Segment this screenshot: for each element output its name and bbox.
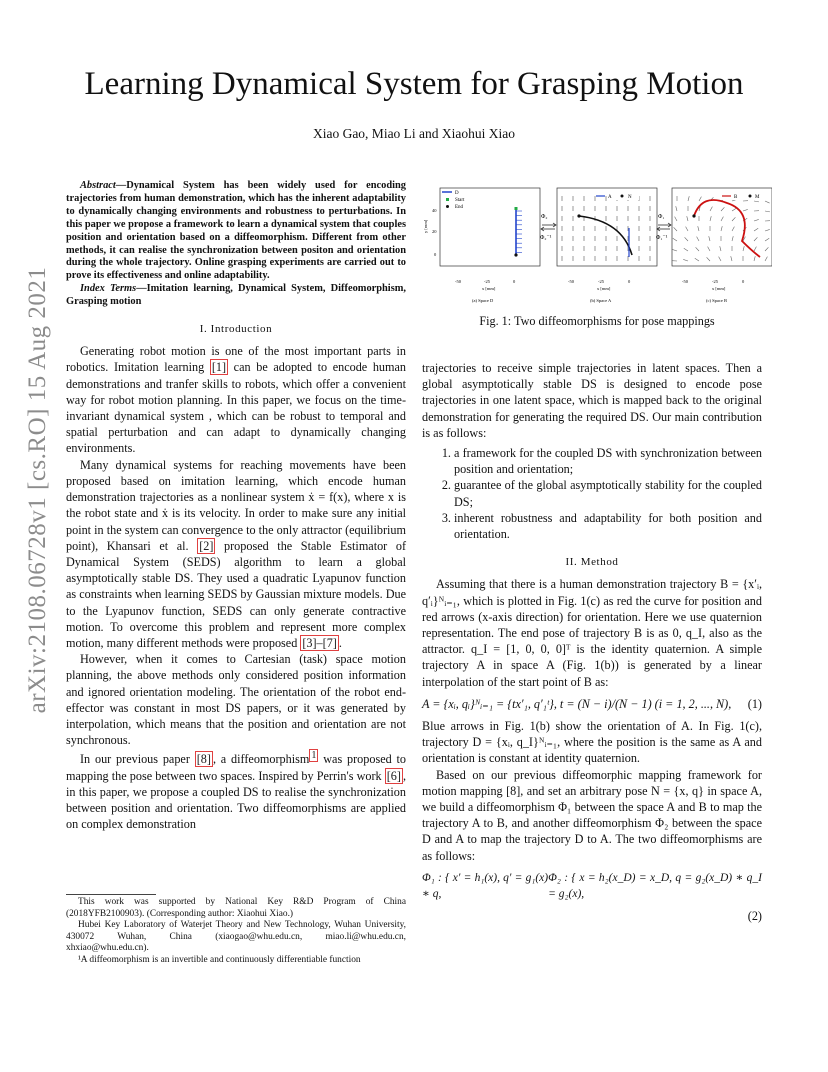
legend-label: Start — [455, 198, 465, 203]
y-axis-label: y [mm] — [423, 219, 428, 233]
field-arrow — [719, 257, 721, 261]
legend-label: B — [734, 195, 738, 200]
field-arrow — [695, 258, 699, 261]
intro-paragraph-2 — [66, 457, 406, 651]
footnote-diffeomorphism: ¹A diffeomorphism is an invertible and continuously differentiable function — [78, 954, 361, 965]
footnotes — [66, 897, 406, 967]
equation-2-number: (2) — [747, 909, 762, 924]
field-arrow — [697, 237, 699, 241]
x-tick-label: -25 — [712, 279, 718, 284]
panel-space-d — [423, 188, 540, 303]
section-title-method: II. Method — [565, 556, 619, 569]
x-tick-label: -50 — [568, 279, 574, 284]
intro-paragraph-3: However, when it comes to Cartesian (task) space motion planning, the above methods only considered position information and ignored orientation modeling. The orientation of the robot end-effector was constant in most DS papers, or it was generated by interpolation, which means that the position and orientation are not synchronous. — [66, 652, 406, 748]
equation-number: (1) — [747, 696, 762, 711]
field-arrow — [732, 217, 735, 221]
phi2-inverse-label: Φ₂⁻¹ — [540, 235, 552, 241]
equation-1 — [422, 696, 762, 712]
affiliation-note: Hubei Key Laboratory of Waterjet Theory and New Technology, Wuhan University, 430072 Wuhan, China (xiaogao@whu.edu.cn, miao.li@whu.edu.cn, xhxiao@whu.edu.cn). — [66, 920, 406, 954]
field-arrow — [683, 259, 688, 261]
intro-p4-text-d: , in this paper, we propose a coupled DS to realise the synchronization between position and orientation. Two diffeomorphisms are applied on complex demonstration — [66, 768, 406, 832]
citation-link[interactable]: [1] — [211, 360, 227, 375]
citation-link[interactable]: [6] — [386, 768, 401, 783]
field-arrow — [710, 207, 712, 211]
orientation-field-b — [672, 196, 770, 261]
subfigure-caption-b: (b) Space A — [590, 298, 612, 303]
field-arrow — [696, 247, 699, 251]
field-arrow — [709, 236, 710, 241]
paper-authors: Xiao Gao, Miao Li and Xiaohui Xiao — [312, 126, 516, 141]
method-paragraph-1: Assuming that there is a human demonstration trajectory B = {x′ᵢ, q′ᵢ}ᴺᵢ₌₁, which is plotted in Fig. 1(c) as red the curve for position and red arrows (x-axis direction) for orientation. Here we use quaternion representation. The end pose of trajectory B is as 0, q_I, also as the attractor. q_I = [1, 0, 0, 0]ᵀ is the identity quaternion. A simple trajectory A in space A (Fig. 1(b)) is generated by a linear interpolation of the start point of B as: — [422, 577, 762, 689]
y-tick-label: 40 — [432, 208, 437, 213]
field-arrow — [754, 228, 758, 231]
x-tick-label: 0 — [513, 279, 516, 284]
intro-p2-text-b: proposed the Stable Estimator of Dynamical System (SEDS) algorithm to learn a global asymptotically stable DS. They used a quadratic Lyapunov function as constraints when learning SEDS by Gaussian mixture models. Due to the Lyapunov function, SEDS can only generate contractive motion. To overcome this problem and represent more complex motion, many different methods were proposed — [66, 538, 406, 650]
x-tick-label: -25 — [484, 279, 490, 284]
equation-2-phi2: Φ₂ : { x = h₂(x_D) = x_D, q = g₂(x_D) ∗ q_I = g₂(x), — [548, 871, 762, 901]
arxiv-id: arXiv:2108.06728v1 [cs.RO] 15 Aug 2021 — [24, 266, 51, 714]
citation-link[interactable]: [2] — [199, 538, 214, 553]
field-arrow — [721, 217, 723, 221]
phi2-label: Φ₂ — [541, 214, 548, 220]
panel-space-b — [672, 188, 772, 303]
x-axis-label: x [mm] — [482, 286, 496, 291]
field-arrow — [684, 248, 688, 251]
field-arrow — [721, 207, 724, 211]
intro-p2-text-c: . — [338, 635, 342, 650]
left-column — [66, 180, 406, 832]
field-arrow — [765, 201, 770, 203]
field-arrow — [708, 247, 710, 251]
field-arrow — [732, 227, 734, 231]
phi1-label: Φ₁ — [658, 214, 665, 220]
phi1-inverse-label: Φ₁⁻¹ — [656, 235, 668, 241]
abstract-label: Abstract — [80, 180, 116, 191]
index-terms — [66, 283, 406, 309]
section-title-introduction: I. Introduction — [199, 323, 273, 336]
start-marker — [692, 214, 695, 217]
arxiv-watermark — [18, 266, 58, 714]
field-arrow — [698, 226, 699, 231]
index-terms-label: Index Terms — [80, 283, 137, 295]
field-arrow — [765, 257, 767, 261]
legend-label: End — [455, 205, 464, 210]
field-arrow — [732, 236, 733, 241]
subfigure-caption-a: (a) Space D — [472, 298, 494, 303]
trajectory-a — [579, 216, 632, 255]
method-paragraph-2: Blue arrows in Fig. 1(b) show the orientation of A. In Fig. 1(c), trajectory D = {xᵢ, q_I}ᴺᵢ₌₁, where the position is the same as A and orientation is constant at identity quaternion. — [422, 719, 762, 766]
subfigure-caption-c: (c) Space B — [706, 298, 727, 303]
start-marker — [515, 207, 518, 210]
intro-continuation: trajectories to receive simple trajectories in latent spaces. Then a global asymptotically stable DS is designed to encode pose trajectories in one latent space, which is mapped back to the original demonstration for generating the required DS. Our main contribution is as follows: — [422, 361, 762, 440]
citation-link[interactable]: [8] — [196, 752, 211, 767]
footnote-rule — [66, 894, 156, 895]
equation-2-phi1: Φ₁ : { x′ = h₁(x), q′ = g₁(x) ∗ q, — [422, 871, 549, 901]
legend-marker-n — [621, 195, 624, 198]
x-tick-label: -50 — [682, 279, 688, 284]
intro-paragraph-4 — [66, 748, 406, 832]
end-marker — [514, 253, 517, 256]
x-tick-label: 0 — [628, 279, 631, 284]
mapping-phi2 — [540, 214, 556, 241]
right-column — [422, 360, 762, 925]
index-terms-text: —Imitation learning, Dynamical System, Diffeomorphism, Grasping motion — [66, 283, 406, 308]
start-marker — [577, 214, 580, 217]
field-arrow — [699, 197, 701, 201]
orientation-arrows-d — [516, 211, 522, 252]
funding-note: This work was supported by National Key R&D Program of China (2018YFB2100903). (Corresponding author: Xiaohui Xiao.) — [66, 897, 406, 919]
y-tick-label: 20 — [432, 229, 437, 234]
list-item: 2. guarantee of the global asymptotically stability for the coupled DS; — [454, 477, 762, 509]
field-arrow — [672, 249, 677, 251]
figure-1 — [422, 183, 772, 308]
y-tick-label: 0 — [434, 252, 437, 257]
intro-paragraph-1 — [66, 343, 406, 456]
legend-marker-m — [749, 195, 752, 198]
x-tick-label: -50 — [455, 279, 461, 284]
field-arrow — [743, 246, 744, 251]
method-paragraph-3: Based on our previous diffeomorphic mapping framework for motion mapping [8], and set an arbitrary pose N = {x, q} in space A, we build a diffeomorphism Φ₁ between the space A and B to map the trajectory A to B, and another diffeomorphism Φ₂ between the space D and A to map the trajectory D to A. The two diffeomorphisms are as follows: — [422, 767, 762, 863]
field-arrow — [731, 256, 732, 261]
field-arrow — [673, 238, 677, 241]
field-arrow — [686, 227, 688, 231]
field-arrow — [743, 209, 748, 211]
orientation-field-a — [562, 196, 650, 261]
intro-p4-text-c: was proposed to mapping the pose between two spaces. Inspired by Perrin's work — [66, 752, 406, 783]
intro-p1-text-b: can be adopted to encode human demonstrations and tranfer skills to robots, which offer a convenient way for robot motion planning. In this paper, we focus on the time-invariant dynamical system , which can be robust to temporal and spatial perturbation and can adapt to dynamically changing environments. — [66, 360, 407, 456]
intro-p4-text-b: , a diffeomorphism — [212, 752, 310, 767]
panel-space-a — [557, 188, 657, 303]
field-arrow — [688, 196, 689, 201]
legend-label: N — [628, 195, 632, 200]
footnote-link[interactable]: 1 — [311, 750, 317, 762]
legend-start-marker — [446, 198, 449, 201]
abstract-text: —Dynamical System has been widely used for encoding trajectories from human demonstration, which has the inherent adaptability to dynamically changing environments and robustness to perturbations. In this paper we propose a framework to learn a dynamical system that couples position and orientation based on a diffeomorphism. Different from other methods, it can realise the synchronization between positon and orientation during the whole trajectory. Online grasping experiments are carried out to prove its effectiveness and online adaptability. — [66, 180, 406, 282]
field-arrow — [675, 217, 677, 221]
field-arrow — [687, 216, 688, 221]
field-arrow — [765, 211, 770, 212]
x-axis-label: x [mm] — [712, 286, 726, 291]
mapping-phi1 — [656, 214, 671, 241]
x-tick-label: 0 — [742, 279, 745, 284]
equation-2 — [422, 870, 762, 902]
abstract — [66, 180, 406, 283]
field-arrow — [765, 229, 770, 231]
field-arrow — [754, 201, 759, 202]
trajectory-b — [694, 200, 760, 257]
field-arrow — [754, 237, 757, 241]
field-arrow — [720, 246, 721, 251]
intro-p4-text-a: In our previous paper — [80, 752, 195, 767]
intro-p1-text-a: Generating robot motion is one of the most important parts in robotics. Imitation learning — [66, 344, 406, 375]
citation-link[interactable]: [3]–[7] — [302, 635, 337, 650]
field-arrow — [754, 219, 759, 221]
field-arrow — [721, 226, 722, 231]
field-arrow — [674, 227, 677, 231]
legend-label: D — [455, 191, 459, 196]
legend-label: A — [608, 195, 612, 200]
field-arrow — [707, 257, 710, 261]
field-arrow — [676, 206, 677, 211]
field-arrow — [710, 216, 711, 221]
x-tick-label: -25 — [598, 279, 604, 284]
legend-end-marker — [446, 205, 449, 208]
equation-1-body: A = {xᵢ, qᵢ}ᴺᵢ₌₁ = {tx′₁, q′₁ᵗ}, t = (N − i)/(N − 1) (i = 1, 2, ..., N), — [422, 696, 732, 711]
x-axis-label: x [mm] — [597, 286, 611, 291]
list-item: 3. inherent robustness and adaptability for both position and orientation. — [454, 510, 762, 542]
paper-title: Learning Dynamical System for Grasping Motion — [84, 66, 744, 102]
field-arrow — [685, 237, 688, 241]
intro-p2-text-a: Many dynamical systems for reaching movements have been proposed based on imitation learning, which encode human demonstration trajectories as a nonlinear system ẋ = f(x), where x is the robot state and ẋ is its velocity. In order to make sure any initial point in the system can convergence to the only attractor (equilibrium point), Khansari et al. — [66, 457, 406, 553]
field-arrow — [765, 247, 768, 251]
figure-caption: Fig. 1: Two diffeomorphisms for pose mappings — [479, 314, 715, 328]
field-arrow — [732, 208, 736, 211]
legend-label: M — [755, 195, 760, 200]
contribution-list — [422, 445, 762, 542]
list-item: 1. a framework for the coupled DS with synchronization between position and orientation; — [454, 445, 762, 477]
field-arrow — [754, 256, 755, 261]
field-arrow — [754, 247, 756, 251]
field-arrow — [765, 238, 769, 241]
